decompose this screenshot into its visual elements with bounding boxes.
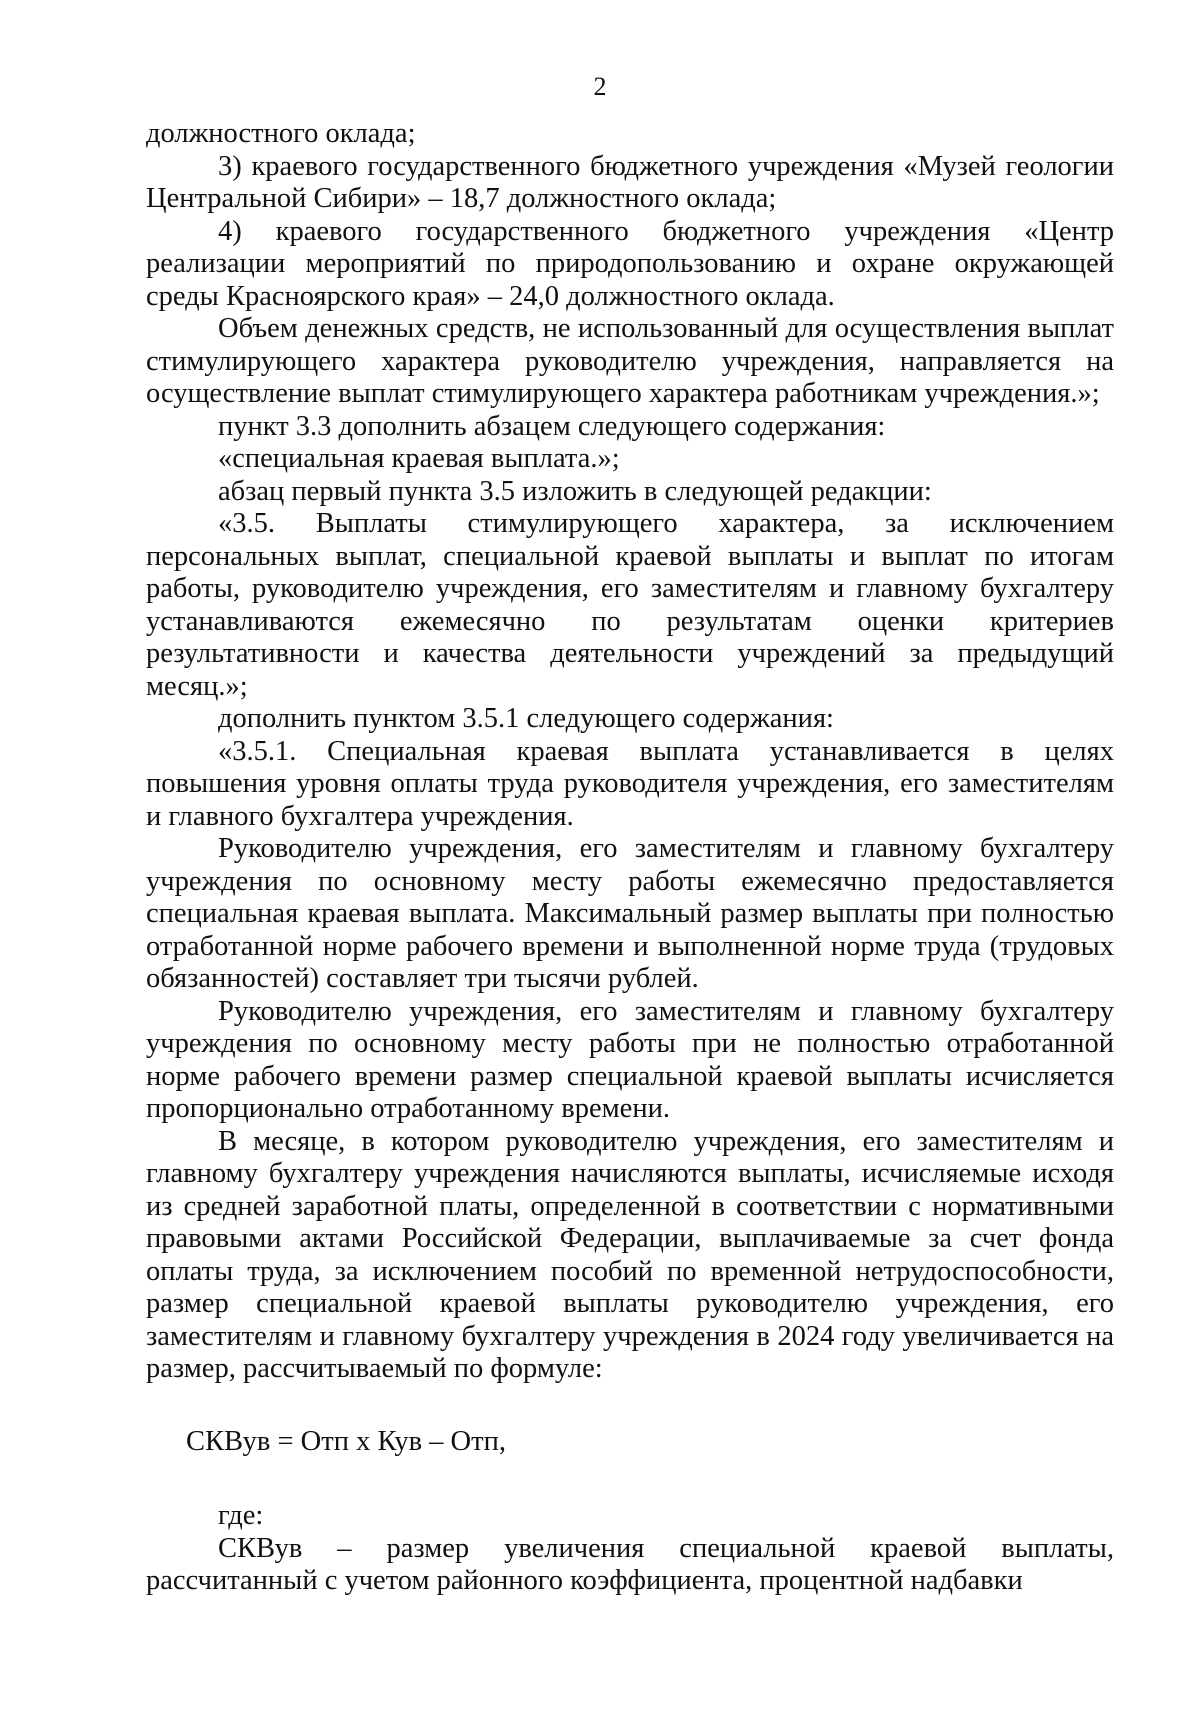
paragraph: В месяце, в котором руководителю учреждения, его заместителям и главному бухгалтеру учреждения начисляются выплаты, исчисляемые исходя из средней заработной платы, определенной в соответствии с нормативными правовыми актами Российской Федерации, выплачиваемые за счет фонда оплаты труда, за исключением пособий по временной нетрудоспособности, размер специальной краевой выплаты руководителю учреждения, его заместителям и главному бухгалтеру учреждения в 2024 году увеличивается на размер, рассчитываемый по формуле: bbox=[146, 1125, 1114, 1384]
formula: СКВув = Отп х Кув – Отп, bbox=[186, 1425, 506, 1457]
paragraph: пункт 3.3 дополнить абзацем следующего содержания: bbox=[218, 410, 886, 442]
paragraph: Руководителю учреждения, его заместителям и главному бухгалтеру учреждения по основному месту работы ежемесячно предоставляется специальная краевая выплата. Максимальный размер выплаты при полностью отработанной норме рабочего времени и выполненной норме труда (трудовых обязанностей) составляет три тысячи рублей. bbox=[146, 833, 1114, 994]
paragraph: дополнить пунктом 3.5.1 следующего содержания: bbox=[218, 703, 834, 734]
paragraph: 4) краевого государственного бюджетного учреждения «Центр реализации мероприятий по природопользованию и охране окружающей среды Красноярского края» – 24,0 должностного оклада. bbox=[146, 215, 1114, 312]
paragraph: абзац первый пункта 3.5 изложить в следующей редакции: bbox=[218, 475, 932, 507]
page-number: 2 bbox=[593, 72, 607, 101]
paragraph: Объем денежных средств, не использованный для осуществления выплат стимулирующего характера руководителю учреждения, направляется на осуществление выплат стимулирующего характера работникам учреждения.»; bbox=[146, 313, 1114, 409]
paragraph: где: bbox=[218, 1500, 264, 1531]
paragraph: должностного оклада; bbox=[146, 118, 416, 149]
paragraph: «специальная краевая выплата.»; bbox=[218, 443, 620, 474]
paragraph: СКВув – размер увеличения специальной краевой выплаты, рассчитанный с учетом районного коэффициента, процентной надбавки bbox=[146, 1532, 1114, 1596]
paragraph: 3) краевого государственного бюджетного учреждения «Музей геологии Центральной Сибири» – 18,7 должностного оклада; bbox=[146, 150, 1114, 214]
paragraph: «3.5. Выплаты стимулирующего характера, за исключением персональных выплат, специальной краевой выплаты и выплат по итогам работы, руководителю учреждения, его заместителям и главному бухгалтеру устанавливаются ежемесячно по результатам оценки критериев результативности и качества деятельности учреждений за предыдущий месяц.»; bbox=[146, 508, 1114, 702]
document-body bbox=[146, 118, 1114, 1598]
paragraph: «3.5.1. Специальная краевая выплата устанавливается в целях повышения уровня оплаты труда руководителя учреждения, его заместителям и главного бухгалтера учреждения. bbox=[146, 735, 1114, 832]
paragraph: Руководителю учреждения, его заместителям и главному бухгалтеру учреждения по основному месту работы при не полностью отработанной норме рабочего времени размер специальной краевой выплаты исчисляется пропорционально отработанному времени. bbox=[146, 995, 1114, 1124]
